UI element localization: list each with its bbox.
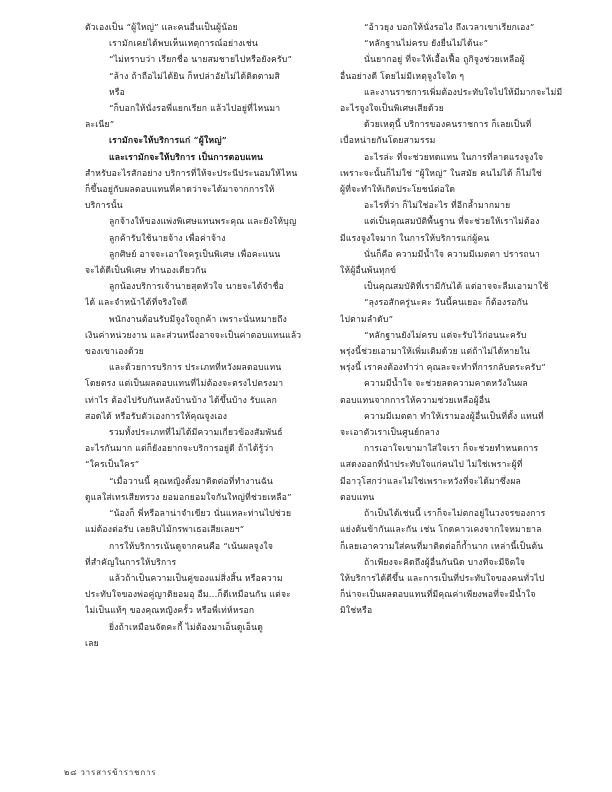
text-line: ประทับใจของพ่อคู่ญาติยอมอุ อืม...ก็ดีเหมือนกัน แต่จะ bbox=[85, 590, 292, 601]
text-line: “ลุงรอสักครู่นะคะ วันนี้คนเยอะ ก็ต้องรอกัน bbox=[364, 298, 529, 309]
text-line: เบื่อหน่ายกันโดยสามรรม bbox=[340, 136, 436, 147]
text-line: สอดได้ หรือรับตัวเองการให้คุณจูงเอง bbox=[85, 411, 228, 422]
text-line: เท่าไร ต้องไปรับกันหลังบ้านบ้าง ได้ขึ้นบ้าง รับแลก bbox=[85, 395, 277, 406]
text-line: แม่ต้องต่อรับ เลยลิบไม้กรพาเธอเสียเลยฯ” bbox=[85, 525, 245, 536]
text-line: นั่นก็คือ ความมีน้ำใจ ความมีเมตตา ปรารถนา bbox=[364, 249, 541, 260]
text-line: นั่นยากอยู่ ที่จะให้เอื้อเฟื้อ ถูกิจูงช่วยเหลือผู้ bbox=[364, 55, 525, 66]
text-line: ก็ขึ้นอยู่กับผลตอบแทนที่คาดว่าจะได้มาจากการให้ bbox=[85, 185, 275, 196]
text-line: ละเนีย” bbox=[85, 120, 115, 131]
left-text-column bbox=[85, 20, 321, 652]
text-line: “ก็บอกให้นั่งรอพี่แยกเรียก แล้วไปอยู่ที่ไหนมา bbox=[109, 104, 281, 115]
text-line: ลูกค้ารับใช้นายจ้าง เพื่อค่าจ้าง bbox=[109, 233, 226, 244]
text-line: “หลักฐานไม่ครบ ยังยื่นไม่ได้นะ” bbox=[364, 39, 489, 50]
text-line: แล้วถ้าเป็นความเป็นคู่ของแม่สิ่งสิ้น หรือความ bbox=[109, 573, 283, 584]
text-line: ยิ่งถ้าเหมือนจัดคะกี้ ไม่ต้องมาเอ็นดูเอ็นดู bbox=[109, 622, 264, 633]
text-line: “อ้าวยุง บอกให้นั่งรอไง ถึงเวลาเขาเรียกเอง” bbox=[364, 23, 535, 33]
text-line: ด้วยเหตุนี้ บริการของคนราชการ ก็เลยเป็นที่ bbox=[364, 120, 532, 131]
text-line: พรุ่งนี้ เราคงต้องทำว่า คุณละจะทำที่การกลับตระครับ” bbox=[340, 363, 546, 374]
text-line: ดูแลใส่เทรเสียทรวง ยอมอกยอมใจกันใหญ่ที่ช่วยเหลือ” bbox=[85, 492, 292, 503]
text-line: ให้ผู้อื่นพ้นทุกข์ bbox=[340, 266, 397, 277]
text-line: “น้องก็ พี่หรือลาน่าจำเขียว นั่นแหละท่านไปช่วย bbox=[109, 509, 292, 520]
text-line: “เมื่อวานนี้ คุณหญิงตั้งมาติดต่อที่ทำงานฉัน bbox=[109, 476, 273, 487]
text-line: ความมีน้ำใจ จะช่วยลดความคาดหวังในผล bbox=[364, 379, 528, 390]
text-line: รวมทั้งประเภทที่ไม่ได้มีความเกี่ยวข้องสัมพันธ์ bbox=[109, 428, 283, 439]
text-line: ถ้าเป็นได้เช่นนี้ เราก็จะไม่ตกอยู่ในวงจรของการ bbox=[364, 509, 546, 520]
text-line: อะไรที่ว่า ก็ไม่ใช่อะไร ที่อีกล้ำมากมาย bbox=[364, 201, 511, 212]
text-line: ผู้ที่จะทำให้เกิดประโยชน์ต่อใด bbox=[340, 185, 456, 196]
text-line: ได้ และจำหน้าได้ที่จริงใจดี bbox=[85, 298, 188, 309]
right-text-column bbox=[340, 20, 576, 620]
text-line: หรือ bbox=[109, 87, 126, 98]
text-line: จะเอาตัวเราเป็นศูนย์กลาง bbox=[340, 428, 440, 439]
text-line: อื่นอย่างดี โดยไม่มีเหตุจูงใจใด ๆ bbox=[340, 71, 465, 82]
text-line: แต่เป็นคุณสมบัติพื้นฐาน ที่จะช่วยให้เราไม่ต้อง bbox=[364, 217, 540, 228]
text-line: ลูกศิษย์ อาจจะเอาใจครูเป็นพิเศษ เพื่อคะแนน bbox=[109, 249, 281, 260]
text-line: ความมีเมตตา ทำให้เรามองผู้อื่นเป็นที่ตั้ง แทนที่ bbox=[364, 411, 544, 422]
text-line: เงินค่าหน่วยงาน และส่วนหนึ่งอาจจะเป็นค่าตอบแทนแล้ว bbox=[85, 330, 302, 341]
text-line: การให้บริการเน้นดูจากคนคือ “เน้นผลจูงใจ bbox=[109, 541, 274, 552]
text-line: การเอาใจเขามาใส่ใจเรา ก็จะช่วยทำหนดการ bbox=[364, 444, 539, 455]
text-line: ให้บริการได้ดีขึ้น และการเป็นที่ประทับใจของคนทั่วไป bbox=[340, 573, 545, 584]
text-line: ก็เลยเอาความใส่คนที่มาติดต่อก็ก้ำนาก เหล่านี้เป็นต้น bbox=[340, 541, 544, 552]
text-line: เป็นคุณสมบัติที่เรามีกันได้ แต่อาจจะลืมเอามาใช้ bbox=[364, 282, 549, 293]
text-line: ลูกจ้างให้ของแพ่งพิเศษแทนพระคุณ และยังให้บุญ bbox=[109, 217, 297, 228]
text-line: แสดงออกที่นำประทับใจแก่คนไป ไม่ใช่เพราะผู้ที่ bbox=[340, 460, 523, 471]
text-line: ของเขาเองด้วย bbox=[85, 347, 145, 358]
text-line: “ใครเป็นใคร” bbox=[85, 460, 140, 471]
text-line: มิใช่หรือ bbox=[340, 606, 373, 617]
text-line: พนักงานต้อนรับมีจูงใจถูกค้า เพราะนั่นหมายถึง bbox=[109, 314, 287, 325]
text-line: ก็น่าจะเป็นผลตอบแทนที่มีคุณค่าเพียงพอที่จะมีน้ำใจ bbox=[340, 590, 536, 601]
text-line: อะไรกันมาก แต่ก็ยังอยากจะบริการอยู่ดี ถ้าได้รู้ว่า bbox=[85, 444, 274, 455]
text-line: เพราะจะนั้นก็ไม่ใช่ “ผู้ใหญ่” ในสมัย คนไม่ได้ ก็ไม่ใช่ bbox=[340, 168, 542, 179]
text-line: ที่สำคัญในการให้บริการ bbox=[85, 557, 177, 568]
text-line: มีแรงจูงใจมาก ในการให้บริการแก่ผู้คน bbox=[340, 233, 490, 244]
text-line: เรามักจะให้บริการแก่ “ผู้ใหญ่” bbox=[109, 136, 227, 147]
text-line: ถ้าเพียงจะคิดถึงผู้อื่นกันนิด บางทีจะมีจิตใจ bbox=[364, 557, 526, 568]
text-line: ไปตามลำดับ” bbox=[340, 314, 394, 325]
text-line: เลย bbox=[85, 638, 99, 649]
text-line: บริการนั้น bbox=[85, 201, 123, 212]
text-line: “หลักฐานยังไม่ครบ แต่จะรับไว้ก่อนนะครับ bbox=[364, 330, 527, 341]
text-line: “ล้าง ถ้าถือไม่ได้ยิน ก็หปล่าอัยไม่ได้ติดตามสิ bbox=[109, 71, 280, 82]
text-line: อะไรล่ะ ที่จะช่วยทดแทน ในการที่ลาดแรงจูงใจ bbox=[364, 152, 544, 163]
text-line: และงานราชการเพิ่มต้องประทับใจไปให้มีมากจะไม่มี bbox=[364, 87, 563, 98]
text-line: ตัวเองเป็น “ผู้ใหญ่” และคนอื่นเป็นผู้น้อย bbox=[85, 23, 238, 33]
text-line: และด้วยการบริการ ประเภทที่หวังผลตอบแทน bbox=[109, 363, 282, 374]
text-line: ตอบแทนจากการให้ความช่วยเหลือผู้อื่น bbox=[340, 395, 491, 406]
text-line: พรุ่งนี้ช่วยเอามาให้เพิ่มเติมด้วย แต่ถ้าไม่ได้หายใน bbox=[340, 347, 530, 358]
text-line: โดยตรง แต่เป็นผลตอบแทนที่ไม่ต้องจะตรงไปตรงมา bbox=[85, 379, 284, 390]
text-line: จะได้ดีเป็นพิเศษ ทำนองเดียวกัน bbox=[85, 266, 207, 277]
text-line: มีอาวุโสกว่าและไม่ใช่เพราะหวังที่จะได้มาซึ่งผล bbox=[340, 476, 522, 487]
text-line: “ไม่ทราบว่า เรียกชื่อ นายสมชายไปหรือยังครับ” bbox=[109, 55, 293, 66]
text-line: แย่งต้นข้ากันและกัน เช่น โกดคาวเคงจากใจหมายาล bbox=[340, 525, 542, 536]
text-line: ตอบแทน bbox=[340, 492, 375, 503]
text-line: อะไรจูงใจเป็นพิเศษเสียด้วย bbox=[340, 104, 445, 115]
text-line: และเรามักจะให้บริการ เป็นการตอบแทน bbox=[109, 152, 264, 163]
text-line: ลูกน้องบริการเจ้านายสุดหัวใจ นายจะได้จำชื่อ bbox=[109, 282, 284, 293]
text-line: เรามักเคยได้พบเห็นเหตุการณ์อย่างเช่น bbox=[109, 39, 258, 50]
page-footer: ๒๘ วารสารข้าราชการ bbox=[64, 768, 157, 777]
text-line: สำหรับอะไรสักอย่าง บริการที่ให้จะประนีประนอมให้ไหน bbox=[85, 168, 298, 179]
text-line: ไม่เป็นแท้ๆ ของคุณหญิงครั้ว หรือพี่เท่ห์หรอก bbox=[85, 606, 255, 617]
